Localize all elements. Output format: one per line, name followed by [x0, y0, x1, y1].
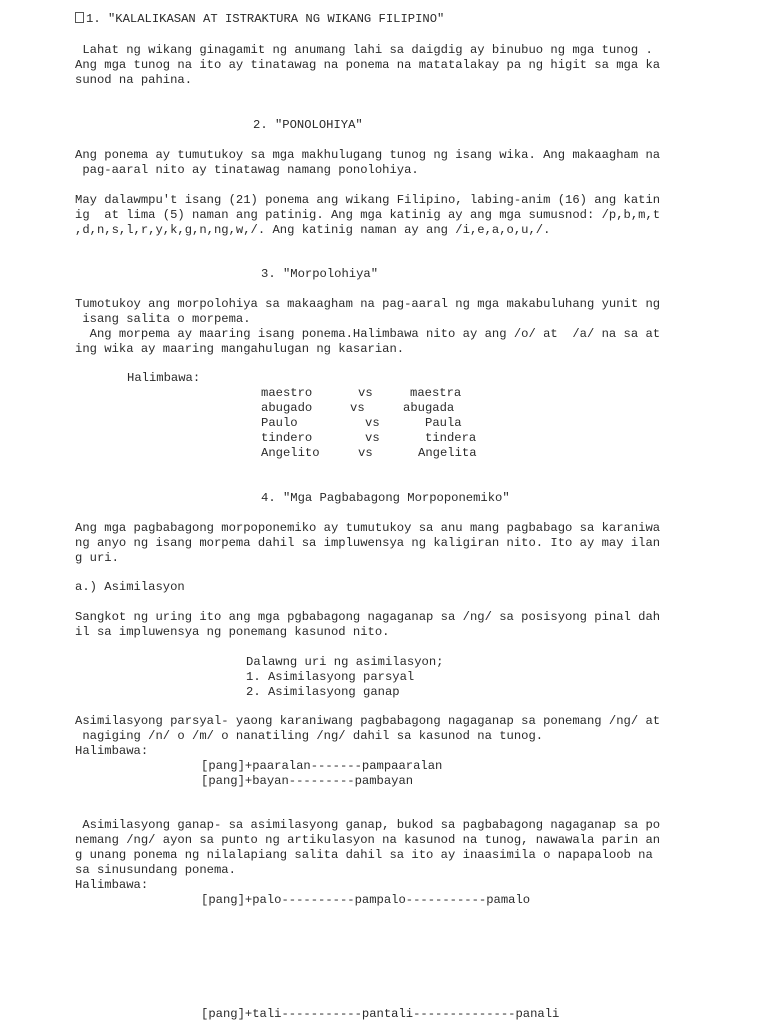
section-3-line-4: ing wika ay maaring mangahulugan ng kasarian. — [75, 342, 405, 356]
example-vs: vs — [358, 386, 373, 400]
example-left: tindero — [261, 431, 313, 445]
section-3-line-1: Tumotukoy ang morpolohiya sa makaagham na pag-aaral ng mga makabuluhang yunit ng — [75, 297, 661, 311]
section-2-para2-line-2: ig at lima (5) naman ang patinig. Ang mga katinig ay ang mga sumusnod: /p,b,m,t — [75, 208, 661, 222]
example-right: Paula — [425, 416, 462, 430]
section-3-example-label: Halimbawa: — [127, 371, 201, 385]
example-vs: vs — [365, 416, 380, 430]
parsyal-line-2: nagiging /n/ o /m/ o nanatiling /ng/ dahil sa kasunod na tunog. — [75, 729, 544, 743]
example-right: abugada — [403, 401, 455, 415]
parsyal-example: [pang]+bayan---------pambayan — [201, 774, 414, 788]
ganap-line-2: nemang /ng/ ayon sa punto ng artikulasyon na kasunod na tunog, nawawala parin an — [75, 833, 661, 847]
section-1-line-1: Lahat ng wikang ginagamit ng anumang lahi sa daigdig ay binubuo ng mga tunog . — [75, 43, 653, 57]
ganap-example-label: Halimbawa: — [75, 878, 149, 892]
section-4-line-1: Ang mga pagbabagong morpoponemiko ay tumutukoy sa anu mang pagbabago sa karaniwa — [75, 521, 661, 535]
example-left: maestro — [261, 386, 313, 400]
type-item: 2. Asimilasyong ganap — [246, 685, 400, 699]
section-1-line-3: sunod na pahina. — [75, 73, 193, 87]
section-1-heading — [75, 12, 444, 27]
section-1-line-2: Ang mga tunog na ito ay tinatawag na ponema na matatalakay pa ng higit sa mga ka — [75, 58, 661, 72]
ganap-line-4: sa sinusundang ponema. — [75, 863, 236, 877]
ganap-example: [pang]+tali-----------pantali--------------panali — [201, 1007, 560, 1021]
ganap-line-3: g unang ponema ng nilalapiang salita dahil sa ito ay inaasimila o napapaloob na — [75, 848, 653, 862]
parsyal-example-label: Halimbawa: — [75, 744, 149, 758]
section-2-para1-line-2: pag-aaral nito ay tinatawag namang ponolohiya. — [75, 163, 419, 177]
section-2-para2-line-1: May dalawmpu't isang (21) ponema ang wikang Filipino, labing-anim (16) ang katin — [75, 193, 661, 207]
example-vs: vs — [358, 446, 373, 460]
section-3-line-2: isang salita o morpema. — [75, 312, 251, 326]
section-4-title: 4. "Mga Pagbabagong Morpoponemiko" — [261, 491, 510, 505]
asimilasyon-line-2: il sa impluwensya ng ponemang kasunod nito. — [75, 625, 390, 639]
section-2-para2-line-3: ,d,n,s,l,r,y,k,g,n,ng,w,/. Ang katinig naman ay ang /i,e,a,o,u,/. — [75, 223, 551, 237]
types-heading: Dalawng uri ng asimilasyon; — [246, 655, 444, 669]
example-left: abugado — [261, 401, 313, 415]
section-2-para1-line-1: Ang ponema ay tumutukoy sa mga makhulugang tunog ng isang wika. Ang makaagham na — [75, 148, 661, 162]
section-1-title: 1. "KALALIKASAN AT ISTRAKTURA NG WIKANG FILIPINO" — [86, 12, 445, 26]
section-3-line-3: Ang morpema ay maaring isang ponema.Halimbawa nito ay ang /o/ at /a/ na sa at — [75, 327, 661, 341]
example-vs: vs — [350, 401, 365, 415]
ganap-example: [pang]+palo----------pampalo-----------pamalo — [201, 893, 531, 907]
ganap-line-1: Asimilasyong ganap- sa asimilasyong ganap, bukod sa pagbabagong nagaganap sa po — [75, 818, 661, 832]
example-right: maestra — [410, 386, 462, 400]
section-4-line-3: g uri. — [75, 551, 119, 565]
parsyal-line-1: Asimilasyong parsyal- yaong karaniwang pagbabagong nagaganap sa ponemang /ng/ at — [75, 714, 661, 728]
section-3-title: 3. "Morpolohiya" — [261, 267, 379, 281]
example-right: tindera — [425, 431, 477, 445]
type-item: 1. Asimilasyong parsyal — [246, 670, 415, 684]
section-4-line-2: ng anyo ng isang morpema dahil sa impluwensya ng kaligiran nito. Ito ay may ilan — [75, 536, 661, 550]
example-vs: vs — [365, 431, 380, 445]
example-left: Angelito — [261, 446, 320, 460]
example-left: Paulo — [261, 416, 298, 430]
subsection-a-title: a.) Asimilasyon — [75, 580, 185, 594]
missing-glyph-icon — [75, 12, 84, 23]
asimilasyon-line-1: Sangkot ng uring ito ang mga pgbabagong nagaganap sa /ng/ sa posisyong pinal dah — [75, 610, 661, 624]
example-right: Angelita — [418, 446, 477, 460]
parsyal-example: [pang]+paaralan-------pampaaralan — [201, 759, 443, 773]
section-2-title: 2. "PONOLOHIYA" — [253, 118, 363, 132]
